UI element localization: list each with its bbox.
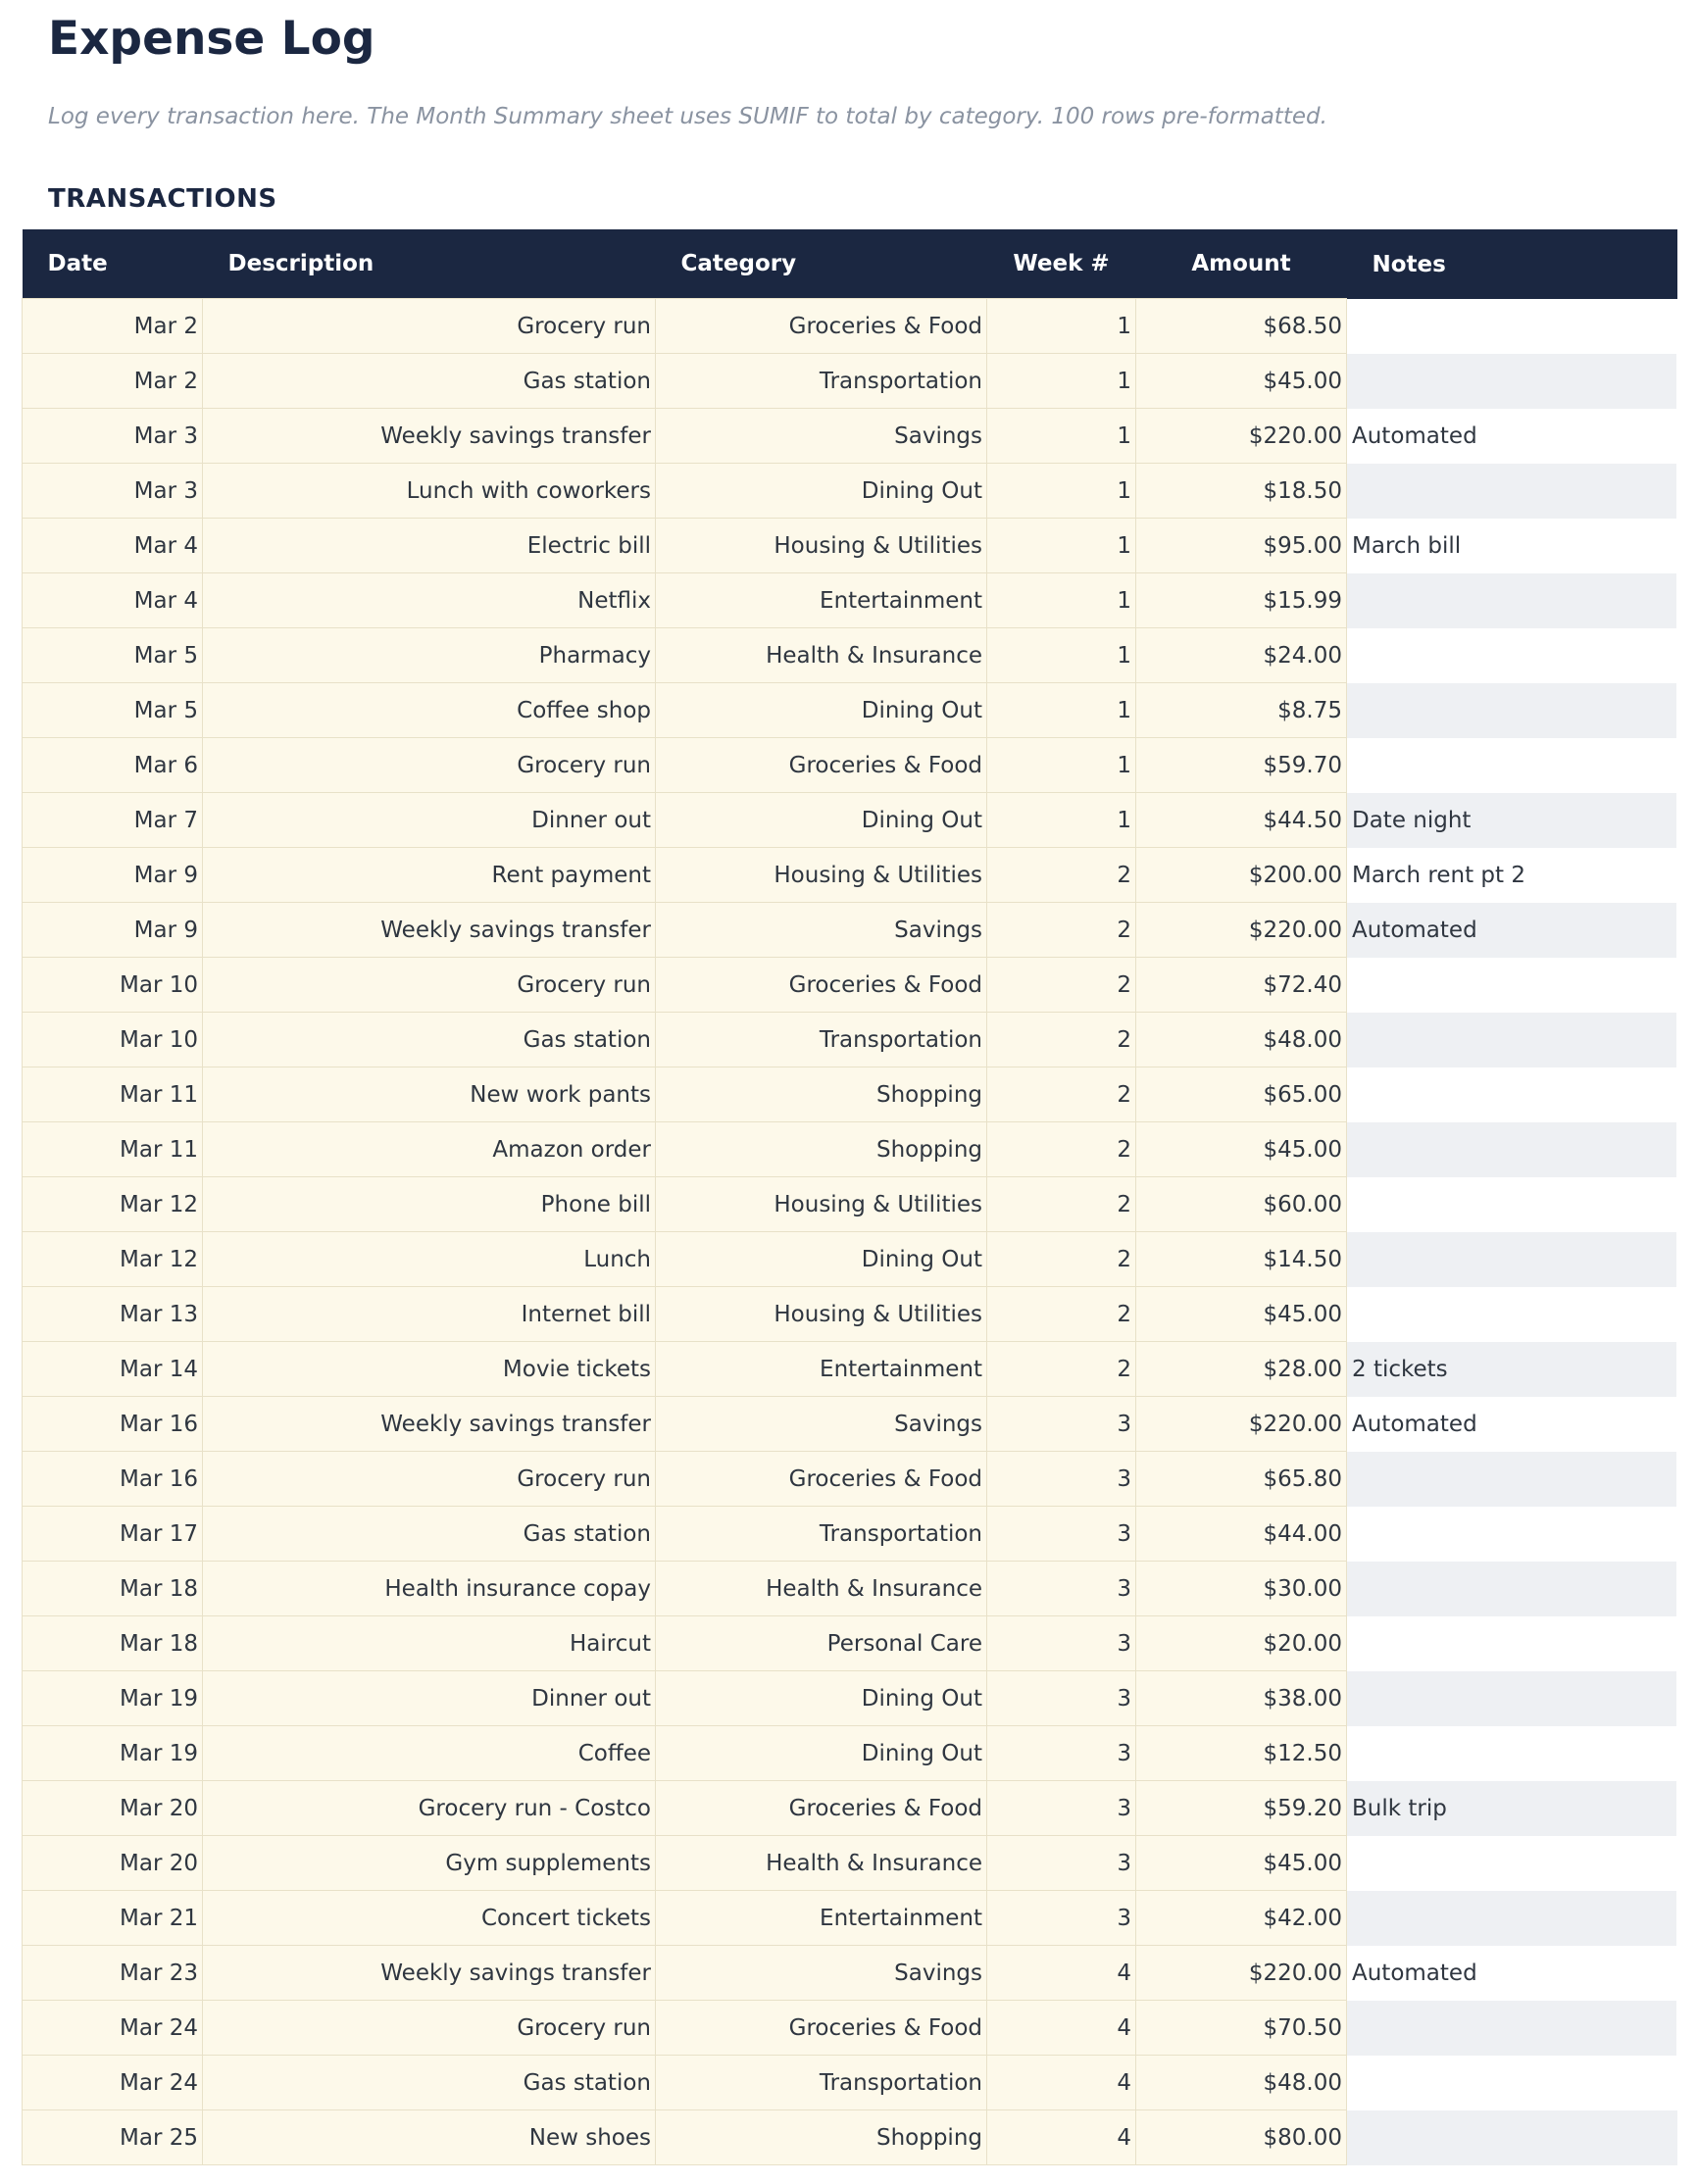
cell-amount: $65.80 xyxy=(1136,1452,1347,1507)
cell-date: Mar 16 xyxy=(23,1452,203,1507)
cell-date: Mar 24 xyxy=(23,2001,203,2056)
cell-week: 1 xyxy=(987,409,1136,464)
cell-category: Savings xyxy=(656,409,987,464)
cell-notes xyxy=(1347,683,1677,738)
cell-description: Lunch with coworkers xyxy=(203,464,656,519)
cell-notes xyxy=(1347,1287,1677,1342)
cell-category: Personal Care xyxy=(656,1616,987,1671)
cell-date: Mar 12 xyxy=(23,1232,203,1287)
cell-date: Mar 9 xyxy=(23,903,203,958)
cell-category: Housing & Utilities xyxy=(656,1177,987,1232)
cell-description: Netflix xyxy=(203,573,656,628)
cell-date: Mar 18 xyxy=(23,1616,203,1671)
cell-amount: $70.50 xyxy=(1136,2001,1347,2056)
cell-date: Mar 10 xyxy=(23,1013,203,1067)
cell-date: Mar 9 xyxy=(23,848,203,903)
cell-category: Groceries & Food xyxy=(656,738,987,793)
cell-category: Transportation xyxy=(656,354,987,409)
cell-amount: $44.50 xyxy=(1136,793,1347,848)
cell-amount: $68.50 xyxy=(1136,299,1347,354)
cell-notes xyxy=(1347,2001,1677,2056)
cell-amount: $38.00 xyxy=(1136,1671,1347,1726)
cell-week: 2 xyxy=(987,848,1136,903)
table-row xyxy=(23,1287,1677,1342)
column-header-description: Description xyxy=(203,229,656,299)
cell-week: 3 xyxy=(987,1836,1136,1891)
cell-description: Grocery run xyxy=(203,958,656,1013)
cell-amount: $48.00 xyxy=(1136,1013,1347,1067)
cell-amount: $14.50 xyxy=(1136,1232,1347,1287)
cell-category: Health & Insurance xyxy=(656,1562,987,1616)
cell-date: Mar 19 xyxy=(23,1671,203,1726)
cell-week: 1 xyxy=(987,519,1136,573)
header-row xyxy=(23,229,1677,299)
cell-amount: $45.00 xyxy=(1136,1836,1347,1891)
cell-category: Health & Insurance xyxy=(656,628,987,683)
table-row xyxy=(23,464,1677,519)
cell-notes: Date night xyxy=(1347,793,1677,848)
cell-week: 3 xyxy=(987,1781,1136,1836)
cell-week: 2 xyxy=(987,1287,1136,1342)
cell-amount: $15.99 xyxy=(1136,573,1347,628)
cell-date: Mar 2 xyxy=(23,299,203,354)
table-row xyxy=(23,848,1677,903)
cell-notes xyxy=(1347,1067,1677,1122)
cell-category: Dining Out xyxy=(656,1671,987,1726)
cell-description: Lunch xyxy=(203,1232,656,1287)
cell-category: Dining Out xyxy=(656,1232,987,1287)
cell-week: 2 xyxy=(987,958,1136,1013)
cell-description: Phone bill xyxy=(203,1177,656,1232)
cell-week: 3 xyxy=(987,1891,1136,1946)
cell-notes: Automated xyxy=(1352,1411,1477,1437)
cell-week: 2 xyxy=(987,1013,1136,1067)
section-title-transactions: TRANSACTIONS xyxy=(48,184,277,215)
cell-date: Mar 24 xyxy=(23,2056,203,2110)
cell-notes: Automated xyxy=(1347,903,1677,958)
cell-date: Mar 3 xyxy=(23,409,203,464)
cell-category: Housing & Utilities xyxy=(656,519,987,573)
cell-notes xyxy=(1347,738,1677,793)
table-row xyxy=(23,738,1677,793)
table-row xyxy=(23,1067,1677,1122)
cell-notes: March rent pt 2 xyxy=(1352,862,1525,888)
cell-category: Groceries & Food xyxy=(656,2001,987,2056)
cell-date: Mar 25 xyxy=(23,2110,203,2165)
cell-description: Grocery run - Costco xyxy=(203,1781,656,1836)
column-header-notes: Notes xyxy=(1347,229,1677,299)
cell-date: Mar 5 xyxy=(23,683,203,738)
cell-notes xyxy=(1347,299,1677,354)
cell-description: Internet bill xyxy=(203,1287,656,1342)
cell-week: 2 xyxy=(987,903,1136,958)
table-row xyxy=(23,1891,1677,1946)
cell-date: Mar 14 xyxy=(23,1342,203,1397)
cell-category: Transportation xyxy=(656,1013,987,1067)
cell-date: Mar 2 xyxy=(23,354,203,409)
cell-description: Movie tickets xyxy=(203,1342,656,1397)
cell-date: Mar 23 xyxy=(23,1946,203,2001)
cell-notes: Automated xyxy=(1352,1960,1477,1986)
cell-week: 2 xyxy=(987,1067,1136,1122)
page xyxy=(22,0,1676,2165)
cell-amount: $30.00 xyxy=(1136,1562,1347,1616)
cell-notes xyxy=(1347,1671,1677,1726)
cell-week: 1 xyxy=(987,793,1136,848)
cell-category: Transportation xyxy=(656,1507,987,1562)
cell-notes xyxy=(1347,1452,1677,1507)
cell-date: Mar 5 xyxy=(23,628,203,683)
cell-description: Rent payment xyxy=(203,848,656,903)
cell-description: Weekly savings transfer xyxy=(203,1397,656,1452)
cell-amount: $44.00 xyxy=(1136,1507,1347,1562)
cell-week: 2 xyxy=(987,1342,1136,1397)
cell-notes xyxy=(1347,1562,1677,1616)
cell-date: Mar 20 xyxy=(23,1781,203,1836)
cell-amount: $8.75 xyxy=(1136,683,1347,738)
cell-amount: $220.00 xyxy=(1136,903,1347,958)
cell-description: Gas station xyxy=(203,1013,656,1067)
cell-category: Health & Insurance xyxy=(656,1836,987,1891)
table-row xyxy=(23,1507,1677,1562)
cell-category: Savings xyxy=(656,903,987,958)
cell-notes xyxy=(1347,1013,1677,1067)
cell-week: 2 xyxy=(987,1232,1136,1287)
cell-category: Dining Out xyxy=(656,1726,987,1781)
cell-category: Entertainment xyxy=(656,1891,987,1946)
cell-category: Shopping xyxy=(656,1067,987,1122)
cell-notes: Bulk trip xyxy=(1347,1781,1677,1836)
cell-category: Savings xyxy=(656,1946,987,2001)
cell-week: 4 xyxy=(987,2056,1136,2110)
cell-week: 1 xyxy=(987,738,1136,793)
column-header-category: Category xyxy=(656,229,987,299)
cell-amount: $59.20 xyxy=(1136,1781,1347,1836)
cell-description: Pharmacy xyxy=(203,628,656,683)
table-row xyxy=(23,1726,1677,1781)
cell-amount: $72.40 xyxy=(1136,958,1347,1013)
cell-description: Amazon order xyxy=(203,1122,656,1177)
table-row xyxy=(23,1781,1677,1836)
cell-amount: $45.00 xyxy=(1136,1122,1347,1177)
page-subtitle: Log every transaction here. The Month Summary sheet uses SUMIF to total by category. 100 rows pre-formatted. xyxy=(48,104,1327,130)
table-row xyxy=(23,958,1677,1013)
page-title: Expense Log xyxy=(48,12,375,66)
cell-description: Weekly savings transfer xyxy=(203,409,656,464)
cell-date: Mar 10 xyxy=(23,958,203,1013)
cell-week: 4 xyxy=(987,2110,1136,2165)
cell-notes xyxy=(1347,354,1677,409)
cell-week: 1 xyxy=(987,573,1136,628)
table-row xyxy=(23,2001,1677,2056)
cell-date: Mar 21 xyxy=(23,1891,203,1946)
cell-description: Dinner out xyxy=(203,1671,656,1726)
cell-amount: $12.50 xyxy=(1136,1726,1347,1781)
cell-description: Grocery run xyxy=(203,738,656,793)
cell-date: Mar 16 xyxy=(23,1397,203,1452)
cell-week: 2 xyxy=(987,1177,1136,1232)
cell-date: Mar 4 xyxy=(23,573,203,628)
cell-amount: $60.00 xyxy=(1136,1177,1347,1232)
cell-date: Mar 11 xyxy=(23,1067,203,1122)
cell-date: Mar 11 xyxy=(23,1122,203,1177)
cell-week: 4 xyxy=(987,1946,1136,2001)
table-row xyxy=(23,1616,1677,1671)
table-row xyxy=(23,683,1677,738)
cell-description: New shoes xyxy=(203,2110,656,2165)
cell-notes xyxy=(1347,1726,1677,1781)
table-row xyxy=(23,573,1677,628)
table-row xyxy=(23,1671,1677,1726)
table-row xyxy=(23,1397,1677,1452)
cell-week: 1 xyxy=(987,299,1136,354)
cell-date: Mar 3 xyxy=(23,464,203,519)
cell-description: Gym supplements xyxy=(203,1836,656,1891)
cell-notes: 2 tickets xyxy=(1347,1342,1677,1397)
cell-category: Groceries & Food xyxy=(656,1781,987,1836)
cell-description: Weekly savings transfer xyxy=(203,903,656,958)
cell-category: Housing & Utilities xyxy=(656,1287,987,1342)
cell-amount: $20.00 xyxy=(1136,1616,1347,1671)
column-header-date: Date xyxy=(23,229,203,299)
cell-amount: $95.00 xyxy=(1136,519,1347,573)
cell-description: Grocery run xyxy=(203,1452,656,1507)
cell-amount: $65.00 xyxy=(1136,1067,1347,1122)
cell-category: Groceries & Food xyxy=(656,1452,987,1507)
cell-week: 3 xyxy=(987,1562,1136,1616)
cell-date: Mar 17 xyxy=(23,1507,203,1562)
cell-date: Mar 20 xyxy=(23,1836,203,1891)
cell-description: New work pants xyxy=(203,1067,656,1122)
cell-description: Electric bill xyxy=(203,519,656,573)
cell-category: Transportation xyxy=(656,2056,987,2110)
cell-category: Shopping xyxy=(656,1122,987,1177)
cell-amount: $45.00 xyxy=(1136,1287,1347,1342)
cell-week: 3 xyxy=(987,1671,1136,1726)
cell-category: Entertainment xyxy=(656,573,987,628)
table-row xyxy=(23,1177,1677,1232)
cell-description: Grocery run xyxy=(203,299,656,354)
table-row xyxy=(23,1342,1677,1397)
cell-amount: $45.00 xyxy=(1136,354,1347,409)
cell-category: Groceries & Food xyxy=(656,958,987,1013)
cell-description: Coffee shop xyxy=(203,683,656,738)
cell-date: Mar 13 xyxy=(23,1287,203,1342)
table-row xyxy=(23,2110,1677,2165)
table-row xyxy=(23,1946,1677,2001)
table-row xyxy=(23,1836,1677,1891)
cell-date: Mar 19 xyxy=(23,1726,203,1781)
cell-notes xyxy=(1347,464,1677,519)
cell-description: Gas station xyxy=(203,1507,656,1562)
cell-notes xyxy=(1347,1616,1677,1671)
cell-week: 3 xyxy=(987,1452,1136,1507)
cell-notes xyxy=(1347,1232,1677,1287)
cell-notes xyxy=(1347,1122,1677,1177)
transactions-tbody xyxy=(23,299,1677,2165)
cell-week: 3 xyxy=(987,1726,1136,1781)
cell-notes: Automated xyxy=(1352,422,1477,449)
cell-category: Dining Out xyxy=(656,683,987,738)
table-row xyxy=(23,1122,1677,1177)
cell-notes xyxy=(1347,1177,1677,1232)
cell-week: 3 xyxy=(987,1507,1136,1562)
cell-category: Dining Out xyxy=(656,464,987,519)
cell-description: Gas station xyxy=(203,354,656,409)
cell-week: 2 xyxy=(987,1122,1136,1177)
table-row xyxy=(23,793,1677,848)
table-row xyxy=(23,903,1677,958)
cell-week: 3 xyxy=(987,1616,1136,1671)
cell-amount: $24.00 xyxy=(1136,628,1347,683)
cell-notes: March bill xyxy=(1352,532,1462,559)
cell-amount: $18.50 xyxy=(1136,464,1347,519)
cell-category: Groceries & Food xyxy=(656,299,987,354)
table-row xyxy=(23,1562,1677,1616)
cell-amount: $220.00 xyxy=(1136,409,1347,464)
cell-date: Mar 7 xyxy=(23,793,203,848)
cell-category: Dining Out xyxy=(656,793,987,848)
cell-description: Gas station xyxy=(203,2056,656,2110)
transactions-table xyxy=(22,229,1677,2165)
cell-week: 1 xyxy=(987,464,1136,519)
cell-amount: $220.00 xyxy=(1136,1946,1347,2001)
cell-date: Mar 4 xyxy=(23,519,203,573)
table-row xyxy=(23,1452,1677,1507)
cell-description: Health insurance copay xyxy=(203,1562,656,1616)
cell-week: 1 xyxy=(987,683,1136,738)
cell-amount: $220.00 xyxy=(1136,1397,1347,1452)
cell-amount: $42.00 xyxy=(1136,1891,1347,1946)
table-header xyxy=(23,229,1677,299)
cell-amount: $59.70 xyxy=(1136,738,1347,793)
table-row xyxy=(23,354,1677,409)
cell-category: Housing & Utilities xyxy=(656,848,987,903)
cell-amount: $28.00 xyxy=(1136,1342,1347,1397)
cell-notes xyxy=(1347,1836,1677,1891)
cell-description: Coffee xyxy=(203,1726,656,1781)
table-row xyxy=(23,519,1677,573)
cell-description: Haircut xyxy=(203,1616,656,1671)
cell-category: Savings xyxy=(656,1397,987,1452)
cell-category: Entertainment xyxy=(656,1342,987,1397)
cell-week: 3 xyxy=(987,1397,1136,1452)
table-row xyxy=(23,1232,1677,1287)
cell-description: Weekly savings transfer xyxy=(203,1946,656,2001)
column-header-amount: Amount xyxy=(1136,229,1347,299)
cell-notes xyxy=(1347,2110,1677,2165)
cell-date: Mar 18 xyxy=(23,1562,203,1616)
cell-description: Concert tickets xyxy=(203,1891,656,1946)
cell-description: Grocery run xyxy=(203,2001,656,2056)
cell-week: 1 xyxy=(987,354,1136,409)
cell-notes xyxy=(1347,1507,1677,1562)
table-row xyxy=(23,299,1677,354)
cell-week: 1 xyxy=(987,628,1136,683)
cell-amount: $48.00 xyxy=(1136,2056,1347,2110)
cell-amount: $200.00 xyxy=(1136,848,1347,903)
cell-notes xyxy=(1347,1891,1677,1946)
table-row xyxy=(23,628,1677,683)
cell-notes xyxy=(1347,628,1677,683)
column-header-week: Week # xyxy=(987,229,1136,299)
cell-category: Shopping xyxy=(656,2110,987,2165)
cell-notes xyxy=(1347,2056,1677,2110)
cell-notes xyxy=(1347,958,1677,1013)
table-row xyxy=(23,1013,1677,1067)
cell-description: Dinner out xyxy=(203,793,656,848)
cell-amount: $80.00 xyxy=(1136,2110,1347,2165)
table-row xyxy=(23,409,1677,464)
cell-week: 4 xyxy=(987,2001,1136,2056)
cell-notes xyxy=(1347,573,1677,628)
table-row xyxy=(23,2056,1677,2110)
cell-date: Mar 12 xyxy=(23,1177,203,1232)
cell-date: Mar 6 xyxy=(23,738,203,793)
